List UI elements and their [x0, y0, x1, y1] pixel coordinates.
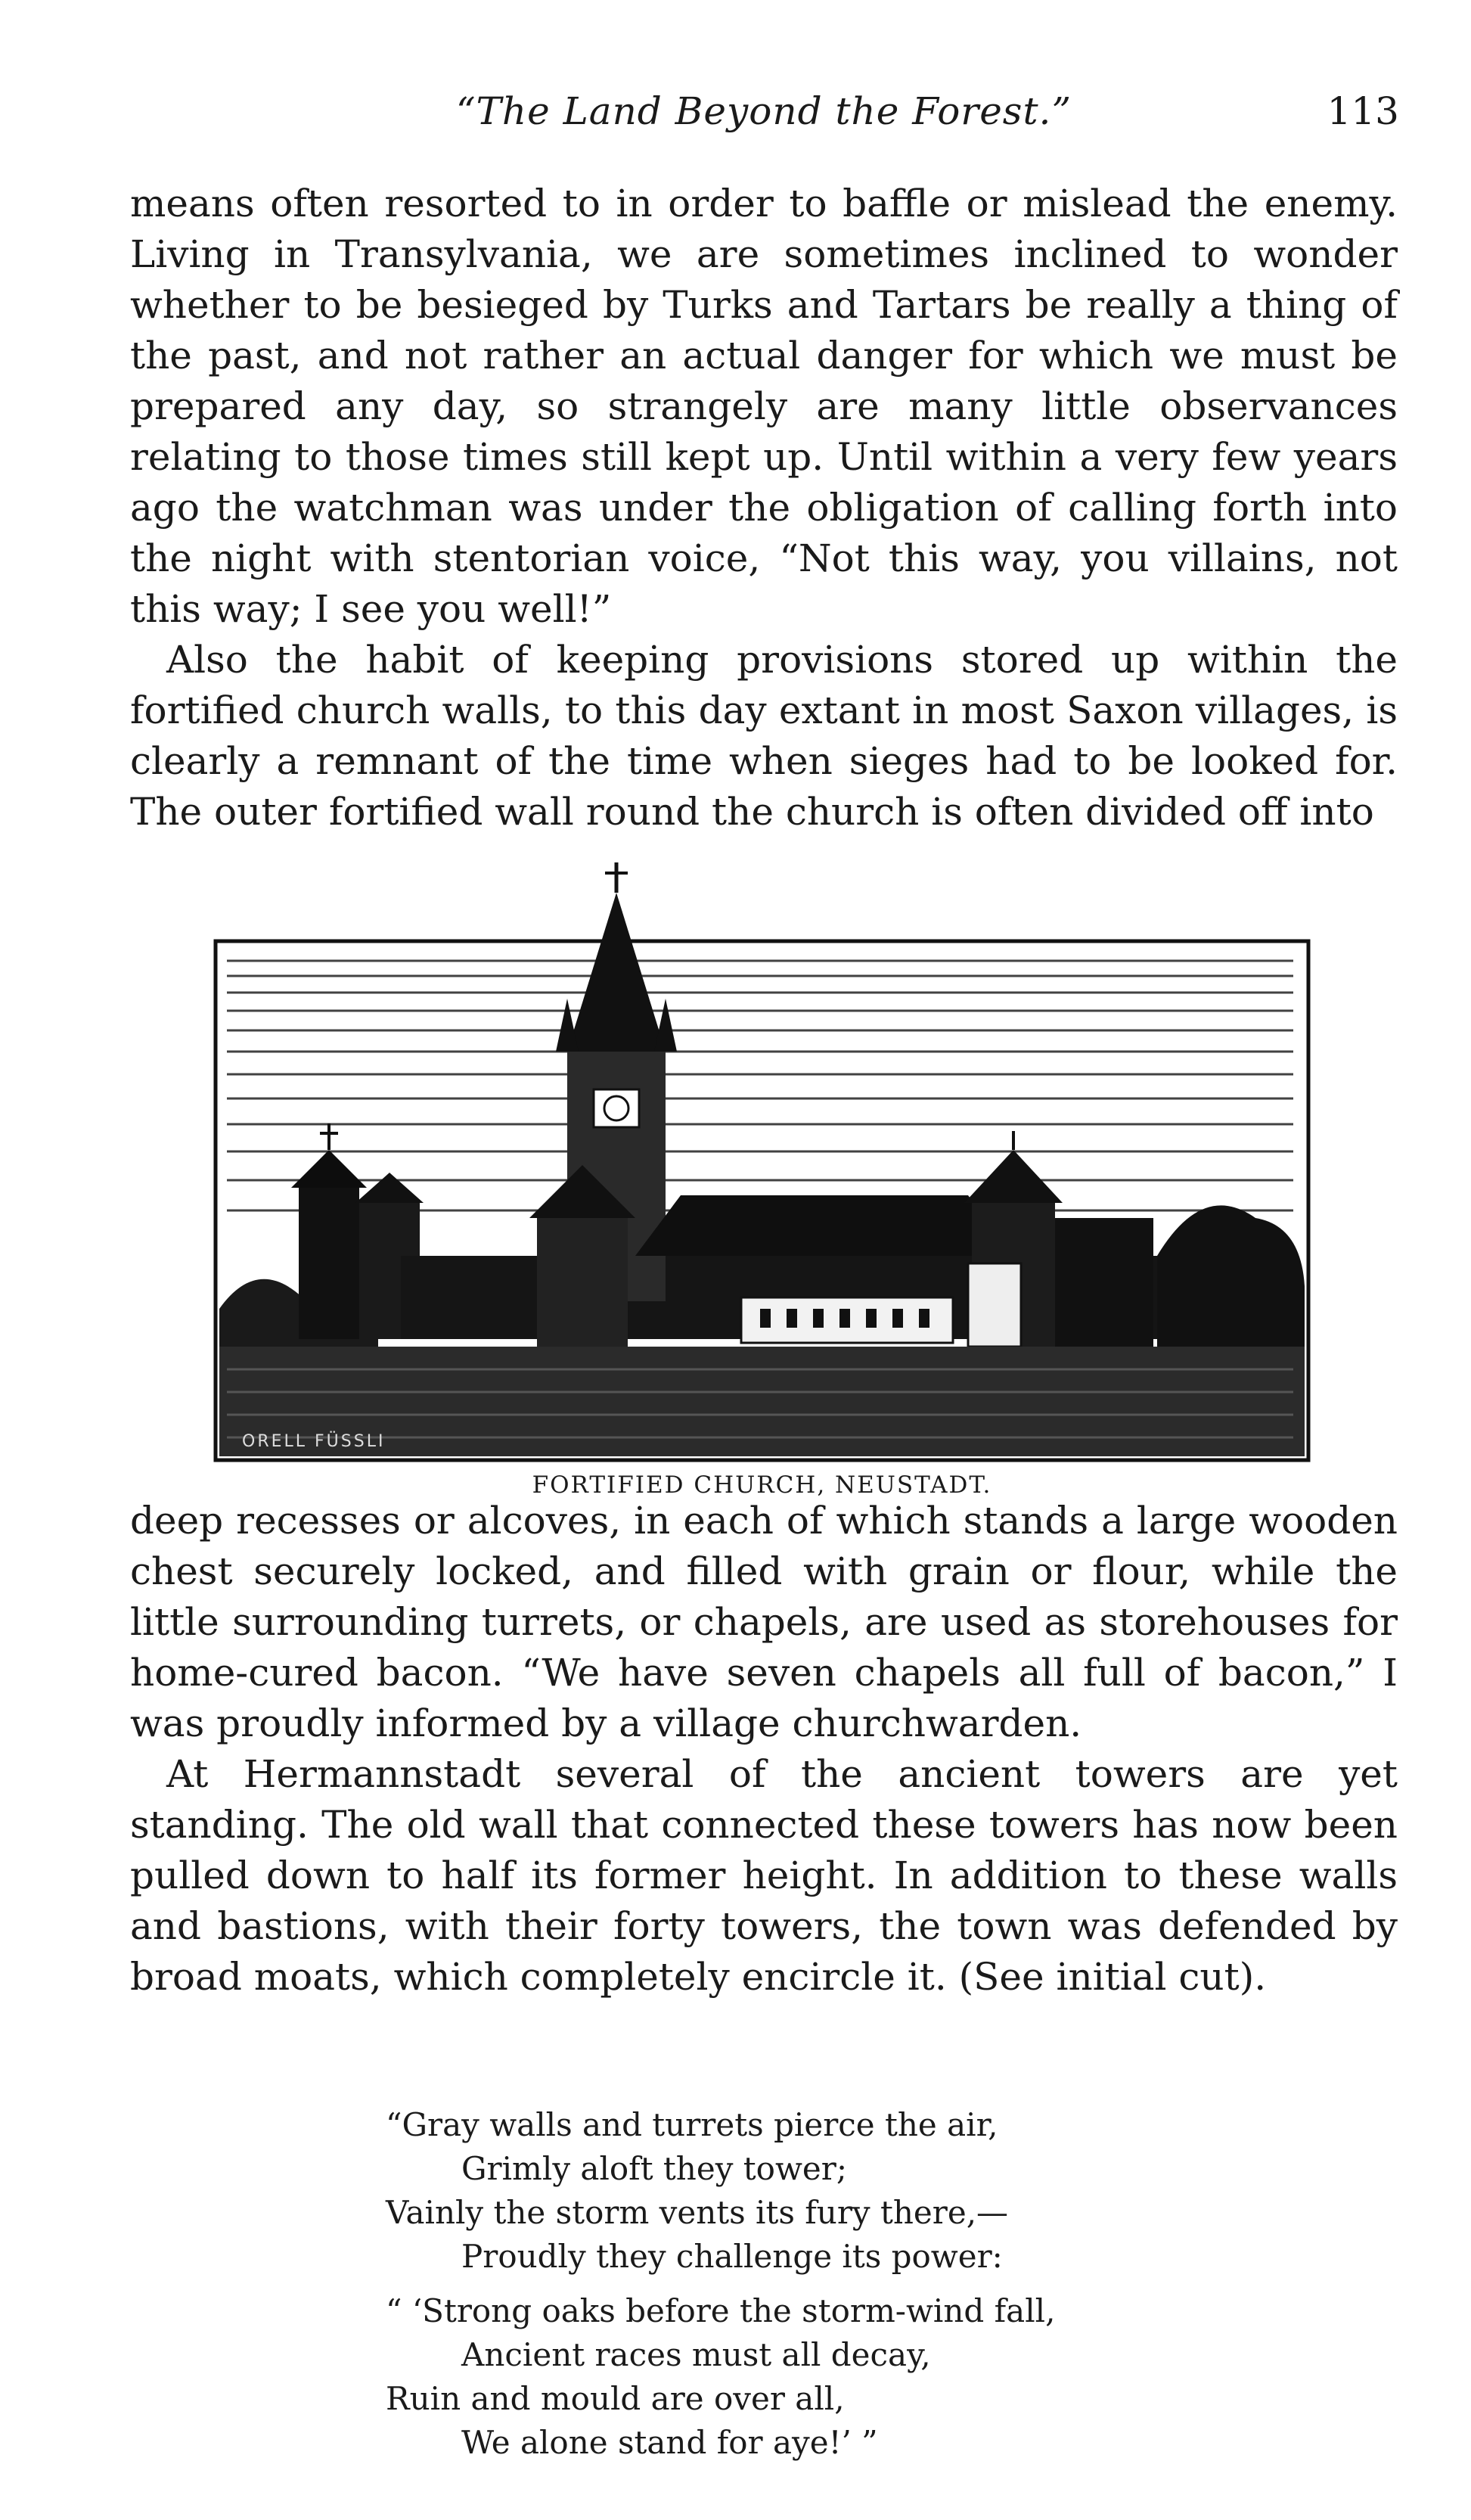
- poem-stanza: [386, 2289, 1218, 2465]
- poem-line: Vainly the storm vents its fury there,—: [386, 2194, 1009, 2231]
- poem: [386, 2103, 1218, 2475]
- engraver-signature: ORELL FÜSSLI: [242, 1432, 386, 1451]
- poem-line: Ruin and mould are over all,: [386, 2380, 845, 2417]
- church-engraving-image: [212, 862, 1312, 1464]
- poem-line: Ancient races must all decay,: [461, 2336, 931, 2373]
- running-title: “The Land Beyond the Forest.”: [455, 89, 1072, 133]
- poem-line: Proudly they challenge its power:: [461, 2238, 1003, 2275]
- paragraph: Also the habit of keeping provisions stored up within the fortified church walls, to this day extant in most Saxon villages, is clearly a remnant of the time when sieges had to be looked for. The outer fortified wall round the church is often divided off into: [130, 638, 1398, 834]
- paragraph: deep recesses or alcoves, in each of which stands a large wooden chest securely locked, and filled with grain or flour, while the little surrounding turrets, or chapels, are used as storehouses for home-cured bacon. “We have seven chapels all full of bacon,” I was proudly informed by a village churchwarden.: [130, 1499, 1398, 1745]
- figure-caption: FORTIFIED CHURCH, NEUSTADT.: [532, 1471, 992, 1499]
- paragraph: At Hermannstadt several of the ancient towers are yet standing. The old wall that connected these towers has now been pulled down to half its former height. In addition to these walls and bastions, with their forty towers, the town was defended by broad moats, which completely encircle it. (See initial cut).: [130, 1752, 1398, 1999]
- body-text-before-figure: [130, 179, 1398, 837]
- page-number: 113: [1327, 89, 1399, 133]
- poem-line: “Gray walls and turrets pierce the air,: [386, 2106, 998, 2143]
- paragraph: means often resorted to in order to baffle or mislead the enemy. Living in Transylvania, we are sometimes inclined to wonder whether to be besieged by Turks and Tartars be really a thing of the past, and not rather an actual danger for which we must be prepared any day, so strangely are many little observances relating to those times still kept up. Until within a very few years ago the watchman was under the obligation of calling forth into the night with stentorian voice, “Not this way, you villains, not this way; I see you well!”: [130, 182, 1398, 631]
- poem-stanza: [386, 2103, 1218, 2279]
- poem-line: Grimly aloft they tower;: [461, 2150, 847, 2187]
- poem-line: “ ‘Strong oaks before the storm-wind fall,: [386, 2292, 1056, 2329]
- church-engraving: [212, 862, 1312, 1464]
- running-header: [129, 89, 1399, 142]
- poem-line: We alone stand for aye!’ ”: [461, 2424, 878, 2461]
- body-text-after-figure: [130, 1496, 1398, 2003]
